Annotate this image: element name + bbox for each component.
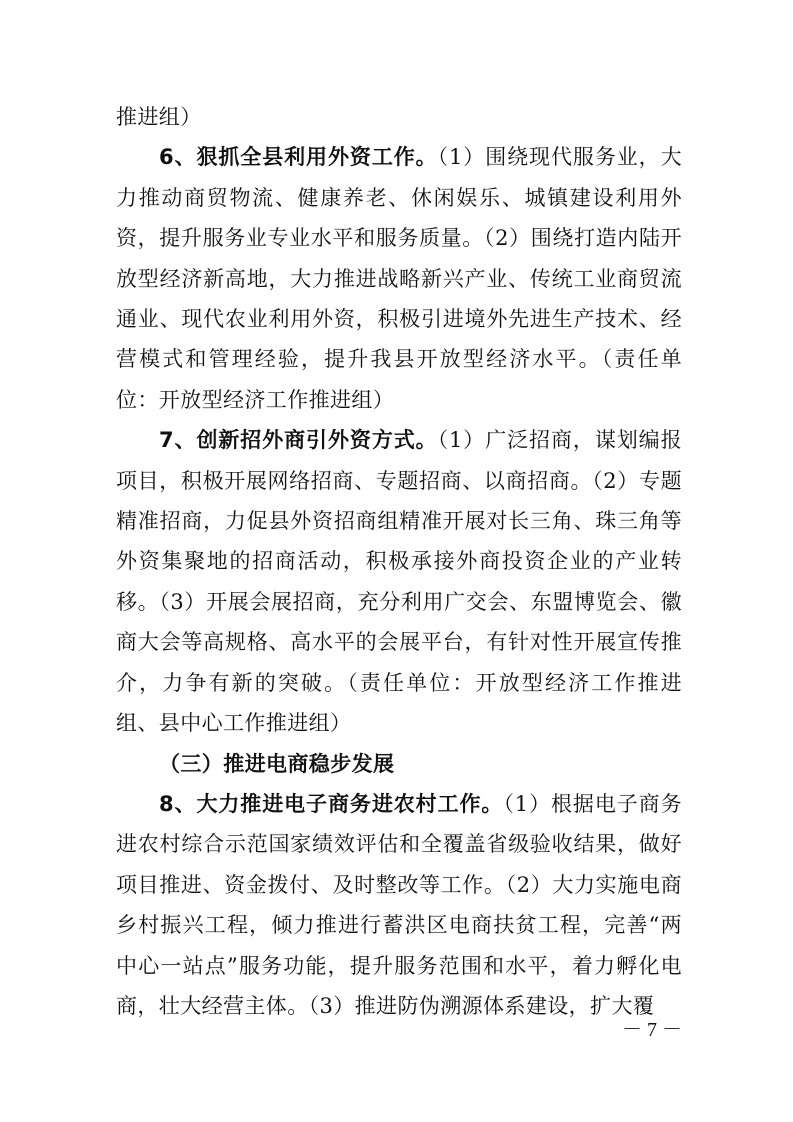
item-6-heading: 6、狠抓全县利用外资工作。 [159, 145, 438, 170]
lead-line: 推进组） [116, 105, 202, 129]
item-6-paragraph [116, 137, 682, 420]
item-8-body: （1）根据电子商务进农村综合示范国家绩效评估和全覆盖省级验收结果，做好项目推进、资金拨付、及时整改等工作。（2）大力实施电商乡村振兴工程，倾力推进行蓄洪区电商扶贫工程，完善“两中心一站点”服务功能，提升服务范围和水平，着力孵化电商，壮大经营主体。（3）推进防伪溯源体系建设，扩大覆 [116, 791, 682, 1018]
item-7-heading: 7、创新招外商引外资方式。 [159, 428, 438, 453]
item-7-body: （1）广泛招商，谋划编报项目，积极开展网络招商、专题招商、以商招商。（2）专题精准招商，力促县外资招商组精准开展对长三角、珠三角等外资集聚地的招商活动，积极承接外商投资企业的产业转移。（3）开展会展招商，充分利用广交会、东盟博览会、徽商大会等高规格、高水平的会展平台，有针对性开展宣传推介，力争有新的突破。（责任单位：开放型经济工作推进组、县中心工作推进组） [116, 428, 682, 736]
section-heading: （三）推进电商稳步发展 [159, 751, 395, 776]
item-7-paragraph [116, 420, 682, 743]
page-number: － 7 － [622, 1019, 682, 1041]
item-8-heading: 8、大力推进电子商务进农村工作。 [159, 791, 504, 816]
item-8-paragraph [116, 784, 682, 1026]
document-body [116, 97, 682, 1026]
item-6-body: （1）围绕现代服务业，大力推动商贸物流、健康养老、休闲娱乐、城镇建设利用外资，提升服务业专业水平和服务质量。（2）围绕打造内陆开放型经济新高地，大力推进战略新兴产业、传统工业商贸流通业、现代农业利用外资，积极引进境外先进生产技术、经营模式和管理经验，提升我县开放型经济水平。（责任单位：开放型经济工作推进组） [116, 145, 682, 412]
